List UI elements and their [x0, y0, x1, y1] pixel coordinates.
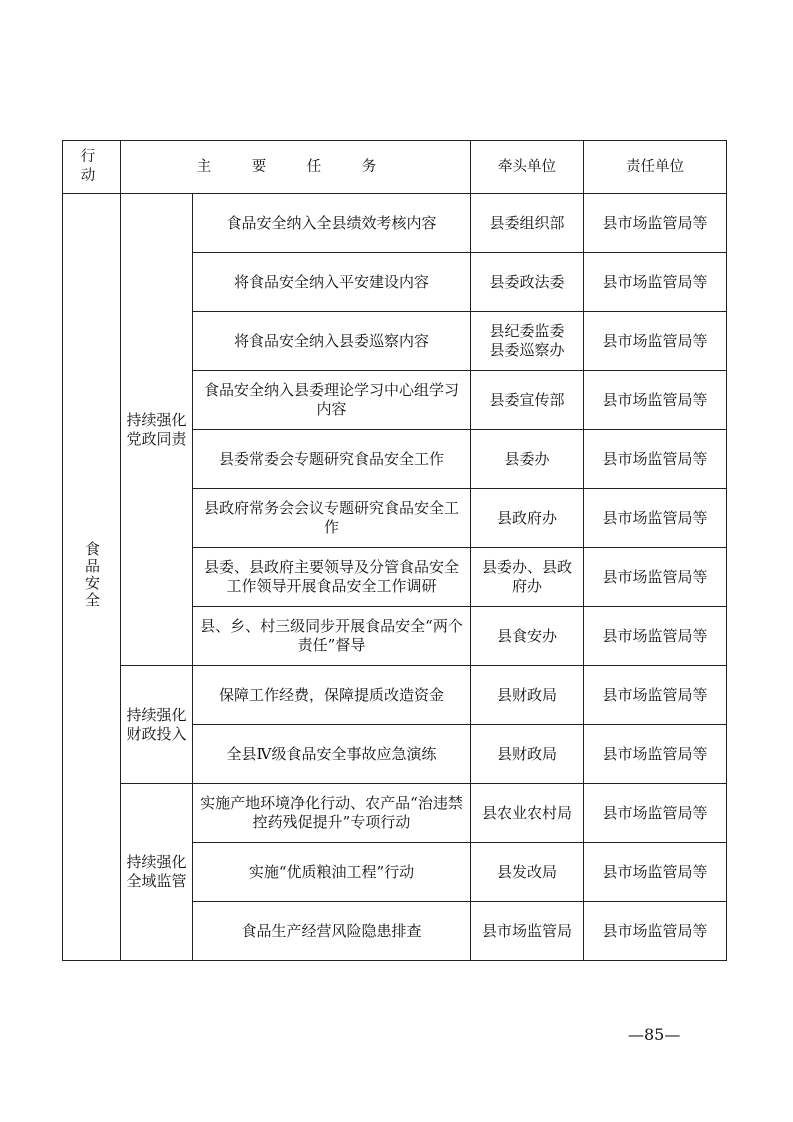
task-cell: 将食品安全纳入县委巡察内容 — [193, 312, 471, 371]
task-cell: 保障工作经费，保障提质改造资金 — [193, 666, 471, 725]
responsible-unit-cell: 县市场监管局等 — [584, 371, 727, 430]
task-cell: 县委常委会专题研究食品安全工作 — [193, 430, 471, 489]
lead-unit-cell: 县财政局 — [471, 725, 584, 784]
header-lead-unit: 牵头单位 — [471, 141, 584, 194]
task-table — [62, 140, 727, 961]
lead-unit-cell: 县委宣传部 — [471, 371, 584, 430]
lead-unit-cell: 县财政局 — [471, 666, 584, 725]
task-cell: 县委、县政府主要领导及分管食品安全工作领导开展食品安全工作调研 — [193, 548, 471, 607]
responsible-unit-cell: 县市场监管局等 — [584, 843, 727, 902]
lead-unit-cell: 县纪委监委 县委巡察办 — [471, 312, 584, 371]
lead-unit-cell: 县发改局 — [471, 843, 584, 902]
task-cell: 县政府常务会会议专题研究食品安全工作 — [193, 489, 471, 548]
page-number: —85— — [628, 1025, 681, 1044]
task-cell: 食品安全纳入县委理论学习中心组学习内容 — [193, 371, 471, 430]
lead-unit-cell: 县农业农村局 — [471, 784, 584, 843]
lead-unit-cell: 县委办 — [471, 430, 584, 489]
responsible-unit-cell: 县市场监管局等 — [584, 666, 727, 725]
action-group-label: 食品安全 — [83, 540, 101, 609]
responsible-unit-cell: 县市场监管局等 — [584, 902, 727, 961]
responsible-unit-cell: 县市场监管局等 — [584, 430, 727, 489]
table-body — [63, 194, 727, 961]
task-cell: 全县Ⅳ级食品安全事故应急演练 — [193, 725, 471, 784]
category-cell: 持续强化财政投入 — [121, 666, 193, 784]
responsible-unit-cell: 县市场监管局等 — [584, 725, 727, 784]
action-group-cell — [63, 194, 121, 961]
lead-unit-cell: 县委政法委 — [471, 253, 584, 312]
responsible-unit-cell: 县市场监管局等 — [584, 312, 727, 371]
lead-unit-cell: 县食安办 — [471, 607, 584, 666]
task-cell: 实施产地环境净化行动、农产品“治违禁控药残促提升”专项行动 — [193, 784, 471, 843]
responsible-unit-cell: 县市场监管局等 — [584, 194, 727, 253]
task-cell: 食品安全纳入全县绩效考核内容 — [193, 194, 471, 253]
table-row — [63, 784, 727, 843]
task-cell: 县、乡、村三级同步开展食品安全“两个责任”督导 — [193, 607, 471, 666]
category-cell: 持续强化全域监管 — [121, 784, 193, 961]
header-row — [63, 141, 727, 194]
header-task: 主 要 任 务 — [121, 141, 471, 194]
responsible-unit-cell: 县市场监管局等 — [584, 253, 727, 312]
task-cell: 实施“优质粮油工程”行动 — [193, 843, 471, 902]
table-row — [63, 666, 727, 725]
responsible-unit-cell: 县市场监管局等 — [584, 784, 727, 843]
task-cell: 将食品安全纳入平安建设内容 — [193, 253, 471, 312]
header-action: 行 动 — [63, 141, 121, 194]
lead-unit-cell: 县市场监管局 — [471, 902, 584, 961]
task-cell: 食品生产经营风险隐患排查 — [193, 902, 471, 961]
responsible-unit-cell: 县市场监管局等 — [584, 607, 727, 666]
lead-unit-cell: 县政府办 — [471, 489, 584, 548]
lead-unit-cell: 县委组织部 — [471, 194, 584, 253]
responsible-unit-cell: 县市场监管局等 — [584, 548, 727, 607]
header-responsible-unit: 责任单位 — [584, 141, 727, 194]
table-row — [63, 194, 727, 253]
responsible-unit-cell: 县市场监管局等 — [584, 489, 727, 548]
category-cell: 持续强化党政同责 — [121, 194, 193, 666]
lead-unit-cell: 县委办、县政府办 — [471, 548, 584, 607]
